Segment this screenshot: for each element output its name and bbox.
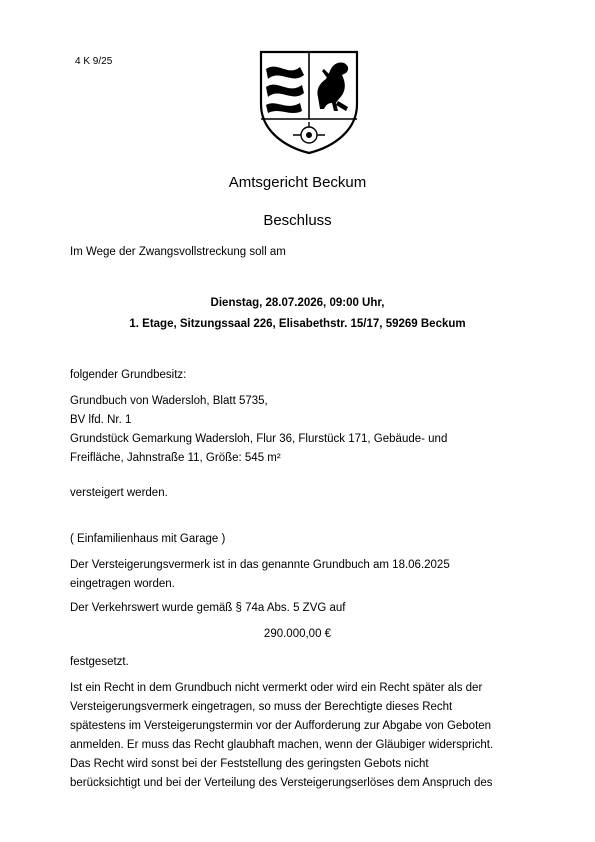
document-title: Beschluss <box>263 212 332 229</box>
intro-text: Im Wege der Zwangsvollstreckung soll am <box>70 246 286 258</box>
objekt-text: ( Einfamilienhaus mit Garage ) <box>70 533 226 545</box>
aktenzeichen: 4 K 9/25 <box>75 56 113 67</box>
vermerk-line: eingetragen worden. <box>70 578 175 590</box>
grundbesitz-line: Grundbuch von Wadersloh, Blatt 5735, <box>70 395 268 407</box>
verkehrswert-intro: Der Verkehrswert wurde gemäß § 74a Abs. 5 ZVG auf <box>70 602 346 614</box>
court-name: Amtsgericht Beckum <box>228 174 367 191</box>
vermerk-line: Der Versteigerungsvermerk ist in das genannte Grundbuch am 18.06.2025 <box>70 559 450 571</box>
verkehrswert-amount: 290.000,00 € <box>263 628 332 640</box>
hinweis-line: berücksichtigt und bei der Verteilung des Versteigerungserlöses dem Anspruch des <box>70 777 493 789</box>
vermerk-block <box>70 556 520 594</box>
verkehrswert-outro: festgesetzt. <box>70 656 129 668</box>
hinweis-line: spätestens im Versteigerungstermin vor der Aufforderung zur Abgabe von Geboten <box>70 720 492 732</box>
grundbesitz-block <box>70 392 520 468</box>
hinweis-line: anmelden. Er muss das Recht glaubhaft machen, wenn der Gläubiger widerspricht. <box>70 739 494 751</box>
termin-place: 1. Etage, Sitzungssaal 226, Elisabethstr. 15/17, 59269 Beckum <box>129 318 466 330</box>
hinweis-line: Ist ein Recht in dem Grundbuch nicht vermerkt oder wird ein Recht später als der <box>70 682 483 694</box>
nrw-coat-of-arms-icon <box>258 49 360 156</box>
grundbesitz-line: Grundstück Gemarkung Wadersloh, Flur 36, Flurstück 171, Gebäude- und <box>70 433 448 445</box>
hinweis-block <box>70 679 520 793</box>
versteigert-text: versteigert werden. <box>70 487 168 499</box>
termin-date: Dienstag, 28.07.2026, 09:00 Uhr, <box>210 297 385 309</box>
grundbesitz-label: folgender Grundbesitz: <box>70 369 187 381</box>
grundbesitz-line: Freifläche, Jahnstraße 11, Größe: 545 m² <box>70 452 281 464</box>
grundbesitz-line: BV lfd. Nr. 1 <box>70 414 132 426</box>
hinweis-line: Versteigerungsvermerk eingetragen, so muss der Berechtigte dieses Recht <box>70 701 453 713</box>
hinweis-line: Das Recht wird sonst bei der Feststellung des geringsten Gebots nicht <box>70 758 429 770</box>
